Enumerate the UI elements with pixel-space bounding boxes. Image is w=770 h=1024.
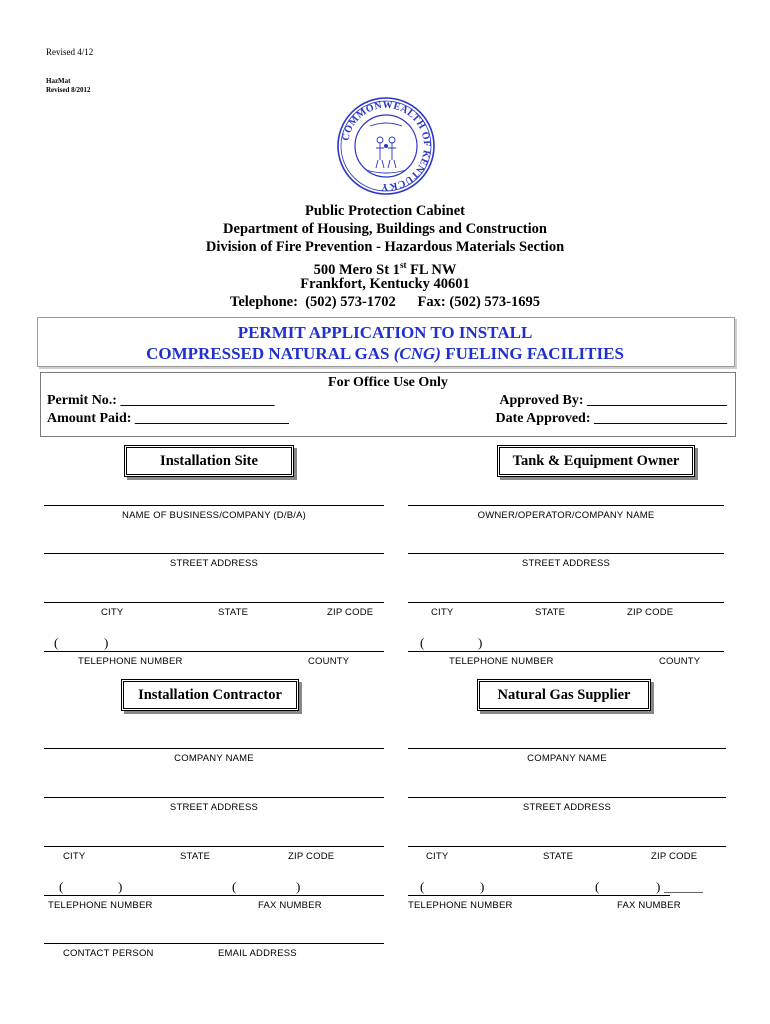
owner-street-label: STREET ADDRESS bbox=[521, 558, 611, 569]
business-name-label: NAME OF BUSINESS/COMPANY (D/B/A) bbox=[122, 510, 306, 521]
owner-city-line[interactable] bbox=[408, 602, 724, 603]
header-division: Division of Fire Prevention - Hazardous Materials Section bbox=[205, 239, 565, 255]
revised-note: Revised 4/12 bbox=[46, 47, 94, 57]
supplier-phone-line[interactable] bbox=[408, 895, 670, 896]
owner-street-line[interactable] bbox=[408, 553, 724, 554]
owner-name-line[interactable] bbox=[408, 505, 724, 506]
header-cabinet: Public Protection Cabinet bbox=[304, 203, 466, 219]
header-address: 500 Mero St 1st FL NW bbox=[313, 260, 457, 278]
site-city-line[interactable] bbox=[44, 602, 384, 603]
contractor-phone-label: TELEPHONE NUMBER bbox=[48, 900, 153, 911]
supplier-state-label: STATE bbox=[543, 851, 574, 862]
contractor-phone-open-paren: ( bbox=[59, 879, 64, 894]
supplier-fax-label: FAX NUMBER bbox=[617, 900, 681, 911]
owner-county-label: COUNTY bbox=[659, 656, 701, 667]
supplier-city-label: CITY bbox=[426, 851, 449, 862]
contractor-fax-close-paren: ) bbox=[296, 879, 301, 894]
site-street-line[interactable] bbox=[44, 553, 384, 554]
business-name-line[interactable] bbox=[44, 505, 384, 506]
supplier-company-line[interactable] bbox=[408, 748, 726, 749]
contractor-street-label: STREET ADDRESS bbox=[169, 802, 259, 813]
owner-phone-label: TELEPHONE NUMBER bbox=[449, 656, 554, 667]
supplier-phone-close-paren: ) bbox=[480, 879, 485, 894]
site-phone-close-paren: ) bbox=[104, 635, 109, 650]
installation-contractor-heading: Installation Contractor bbox=[121, 679, 299, 711]
amount-paid-field[interactable]: Amount Paid: ______________________ bbox=[47, 411, 289, 426]
contractor-state-label: STATE bbox=[180, 851, 211, 862]
owner-phone-open-paren: ( bbox=[420, 635, 425, 650]
header-department: Department of Housing, Buildings and Construction bbox=[223, 221, 547, 237]
contractor-fax-label: FAX NUMBER bbox=[258, 900, 322, 911]
contractor-phone-close-paren: ) bbox=[118, 879, 123, 894]
site-city-label: CITY bbox=[101, 607, 124, 618]
owner-heading: Tank & Equipment Owner bbox=[497, 445, 695, 477]
supplier-phone-open-paren: ( bbox=[420, 879, 425, 894]
header-city: Frankfort, Kentucky 40601 bbox=[300, 276, 470, 292]
contact-line[interactable] bbox=[44, 943, 384, 944]
revised-2012-note: Revised 8/2012 bbox=[46, 86, 91, 94]
owner-zip-label: ZIP CODE bbox=[627, 607, 674, 618]
contact-person-label: CONTACT PERSON bbox=[63, 948, 154, 959]
site-phone-label: TELEPHONE NUMBER bbox=[78, 656, 183, 667]
owner-phone-close-paren: ) bbox=[478, 635, 483, 650]
form-title-line2: COMPRESSED NATURAL GAS (CNG) FUELING FACILITIES bbox=[146, 344, 624, 363]
owner-city-label: CITY bbox=[431, 607, 454, 618]
office-use-heading: For Office Use Only bbox=[328, 375, 448, 390]
supplier-phone-label: TELEPHONE NUMBER bbox=[408, 900, 513, 911]
office-use-box bbox=[40, 372, 736, 437]
date-approved-field[interactable]: Date Approved: ___________________ bbox=[495, 411, 727, 426]
contractor-company-label: COMPANY NAME bbox=[174, 753, 254, 764]
approved-by-field[interactable]: Approved By: ____________________ bbox=[499, 393, 727, 408]
site-state-label: STATE bbox=[218, 607, 249, 618]
contractor-city-line[interactable] bbox=[44, 846, 384, 847]
supplier-street-label: STREET ADDRESS bbox=[522, 802, 612, 813]
contractor-fax-open-paren: ( bbox=[232, 879, 237, 894]
supplier-fax-close-paren: ) bbox=[656, 879, 661, 894]
installation-site-heading: Installation Site bbox=[124, 445, 294, 477]
email-address-label: EMAIL ADDRESS bbox=[218, 948, 297, 959]
natural-gas-supplier-heading: Natural Gas Supplier bbox=[477, 679, 651, 711]
supplier-fax-open-paren: ( bbox=[595, 879, 600, 894]
owner-state-label: STATE bbox=[535, 607, 566, 618]
supplier-city-line[interactable] bbox=[408, 846, 726, 847]
hazmat-note: HazMat bbox=[46, 77, 71, 85]
svg-text:COMMONWEALTH OF KENTUCKY: COMMONWEALTH OF KENTUCKY bbox=[340, 99, 433, 193]
header-phone-fax: Telephone: (502) 573-1702 Fax: (502) 573-1695 bbox=[230, 294, 540, 310]
contractor-city-label: CITY bbox=[63, 851, 86, 862]
site-county-label: COUNTY bbox=[308, 656, 350, 667]
supplier-street-line[interactable] bbox=[408, 797, 726, 798]
supplier-zip-label: ZIP CODE bbox=[651, 851, 698, 862]
contractor-street-line[interactable] bbox=[44, 797, 384, 798]
kentucky-seal-icon bbox=[336, 96, 436, 196]
permit-no-field[interactable]: Permit No.: ______________________ bbox=[47, 393, 275, 408]
site-street-label: STREET ADDRESS bbox=[169, 558, 259, 569]
contractor-company-line[interactable] bbox=[44, 748, 384, 749]
supplier-fax-tail: ______ bbox=[664, 879, 703, 894]
contractor-zip-label: ZIP CODE bbox=[288, 851, 335, 862]
site-zip-label: ZIP CODE bbox=[327, 607, 374, 618]
form-title-line1: PERMIT APPLICATION TO INSTALL bbox=[237, 323, 533, 342]
owner-name-label: OWNER/OPERATOR/COMPANY NAME bbox=[477, 510, 655, 521]
contractor-phone-line[interactable] bbox=[44, 895, 384, 896]
supplier-company-label: COMPANY NAME bbox=[527, 753, 607, 764]
owner-phone-line[interactable] bbox=[408, 651, 724, 652]
site-phone-open-paren: ( bbox=[54, 635, 59, 650]
site-phone-line[interactable] bbox=[44, 651, 384, 652]
